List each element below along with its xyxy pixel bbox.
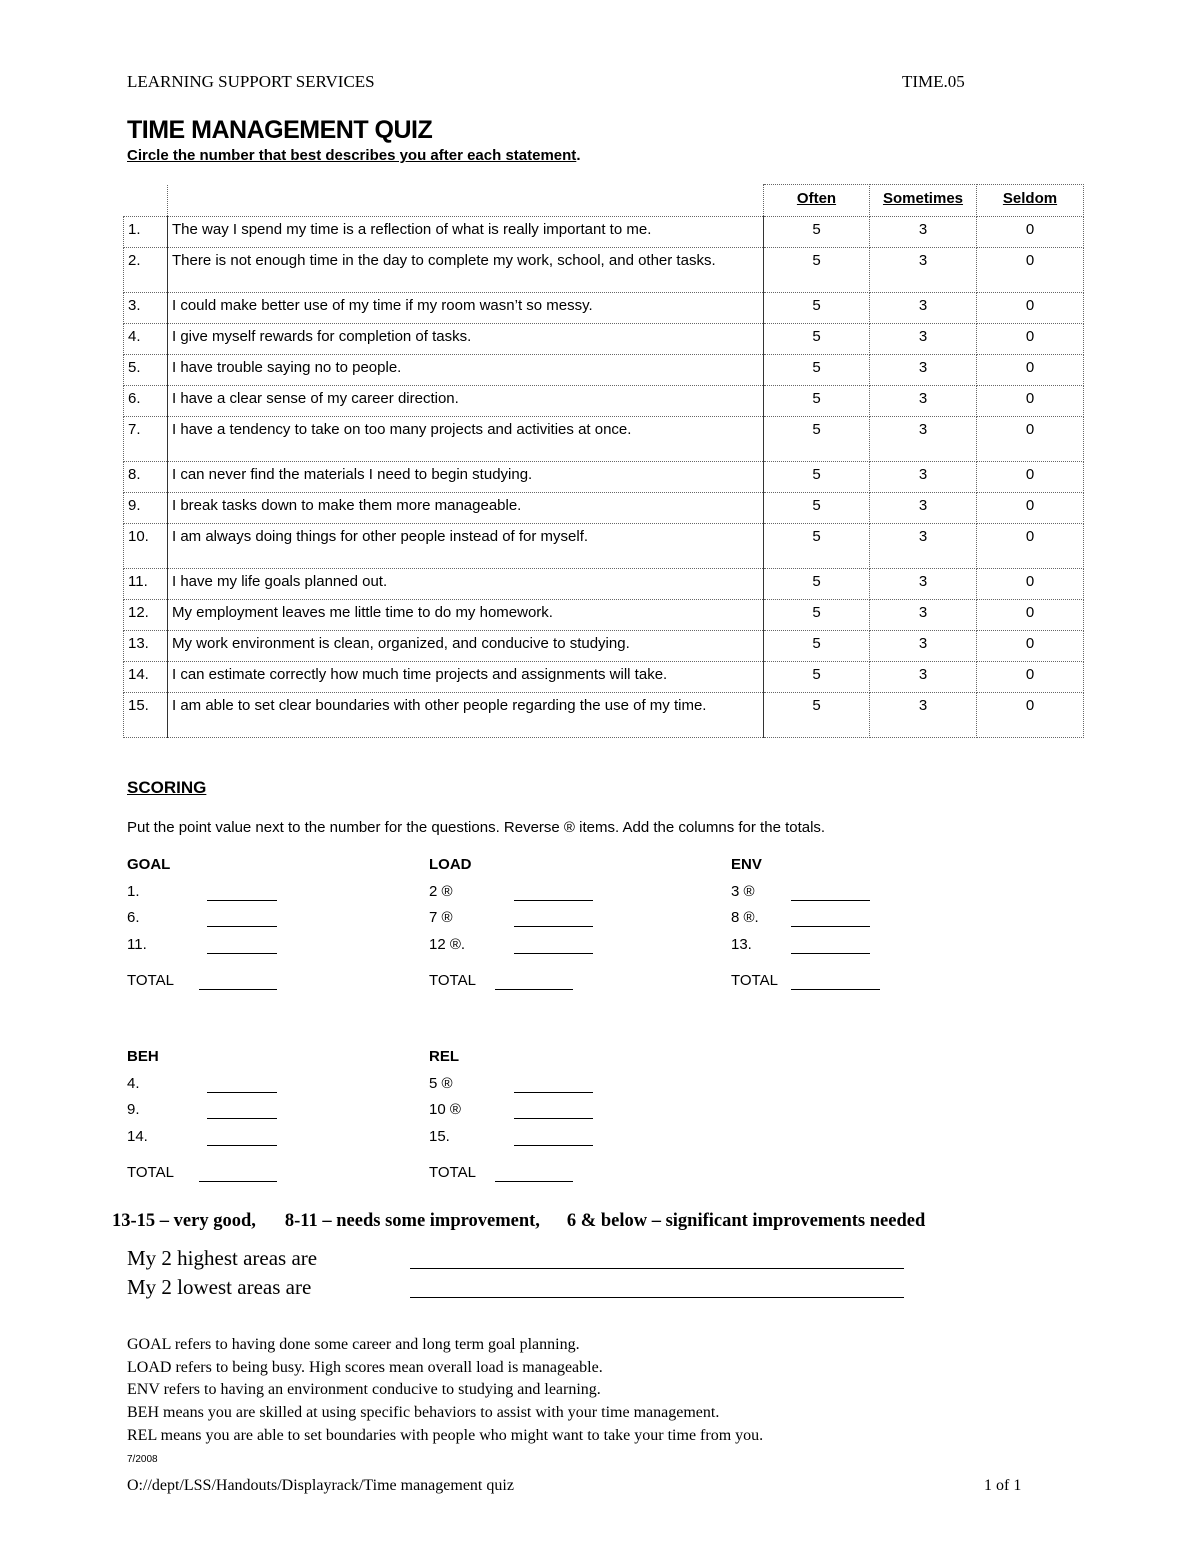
score-often[interactable]: 5: [764, 248, 870, 293]
score-seldom[interactable]: 0: [977, 662, 1084, 693]
score-item-label: 12 ®.: [429, 936, 466, 953]
definition-env: ENV refers to having an environment conducive to studying and learning.: [127, 1381, 601, 1398]
question-number: 10.: [124, 524, 168, 569]
score-total-label: TOTAL: [731, 972, 778, 989]
score-seldom[interactable]: 0: [977, 462, 1084, 493]
score-sometimes[interactable]: 3: [870, 386, 977, 417]
quiz-row: [124, 524, 1084, 569]
score-group-title-env: ENV: [731, 856, 762, 873]
quiz-row: [124, 662, 1084, 693]
score-group-title-beh: BEH: [127, 1048, 159, 1065]
quiz-row: [124, 493, 1084, 524]
question-statement: I can estimate correctly how much time projects and assignments will take.: [168, 662, 764, 693]
score-blank-field[interactable]: [514, 926, 593, 927]
definition-beh: BEH means you are skilled at using specific behaviors to assist with your time management.: [127, 1404, 720, 1421]
question-number: 12.: [124, 600, 168, 631]
score-blank-field[interactable]: [207, 1092, 277, 1093]
score-blank-field[interactable]: [207, 900, 277, 901]
instruction-period: .: [576, 147, 581, 164]
score-blank-field[interactable]: [791, 953, 870, 954]
score-item-label: 15.: [429, 1128, 450, 1145]
table-header-row: [124, 185, 1084, 217]
score-seldom[interactable]: 0: [977, 386, 1084, 417]
score-seldom[interactable]: 0: [977, 693, 1084, 738]
question-statement: I have a tendency to take on too many projects and activities at once.: [168, 417, 764, 462]
header-department: LEARNING SUPPORT SERVICES: [127, 72, 375, 91]
score-item-label: 6.: [127, 909, 140, 926]
score-blank-field[interactable]: [514, 1092, 593, 1093]
score-seldom[interactable]: 0: [977, 493, 1084, 524]
question-statement: I break tasks down to make them more manageable.: [168, 493, 764, 524]
score-seldom[interactable]: 0: [977, 293, 1084, 324]
highest-areas-label: My 2 highest areas are: [127, 1246, 318, 1270]
question-statement: My employment leaves me little time to do my homework.: [168, 600, 764, 631]
quiz-row: [124, 386, 1084, 417]
score-often[interactable]: 5: [764, 324, 870, 355]
quiz-row: [124, 600, 1084, 631]
quiz-table: [123, 184, 1084, 738]
score-seldom[interactable]: 0: [977, 600, 1084, 631]
question-number: 5.: [124, 355, 168, 386]
rating-good: 13-15 – very good,: [112, 1211, 256, 1231]
question-number: 9.: [124, 493, 168, 524]
question-statement: The way I spend my time is a reflection of what is really important to me.: [168, 217, 764, 248]
score-blank-field[interactable]: [514, 900, 593, 901]
scoring-instruction: Put the point value next to the number for the questions. Reverse ® items. Add the columns for the totals.: [127, 819, 826, 836]
question-statement: I have my life goals planned out.: [168, 569, 764, 600]
score-item-label: 14.: [127, 1128, 148, 1145]
score-sometimes[interactable]: 3: [870, 631, 977, 662]
column-header-seldom: Seldom: [977, 185, 1084, 217]
question-number: 4.: [124, 324, 168, 355]
question-number: 13.: [124, 631, 168, 662]
score-item-label: 10 ®: [429, 1101, 461, 1118]
score-seldom[interactable]: 0: [977, 631, 1084, 662]
score-often[interactable]: 5: [764, 462, 870, 493]
score-often[interactable]: 5: [764, 662, 870, 693]
score-group-title-rel: REL: [429, 1048, 459, 1065]
score-total-label: TOTAL: [127, 972, 174, 989]
score-sometimes[interactable]: 3: [870, 493, 977, 524]
definition-rel: REL means you are able to set boundaries with people who might want to take your time from you.: [127, 1427, 764, 1444]
score-sometimes[interactable]: 3: [870, 662, 977, 693]
instruction-text: Circle the number that best describes you after each statement: [127, 147, 577, 164]
score-item-label: 3 ®: [731, 883, 755, 900]
question-statement: I am able to set clear boundaries with other people regarding the use of my time.: [168, 693, 764, 738]
score-blank-field[interactable]: [514, 953, 593, 954]
quiz-instruction: [127, 147, 580, 164]
score-seldom[interactable]: 0: [977, 524, 1084, 569]
score-sometimes[interactable]: 3: [870, 569, 977, 600]
score-total-label: TOTAL: [127, 1164, 174, 1181]
score-often[interactable]: 5: [764, 631, 870, 662]
quiz-row: [124, 293, 1084, 324]
score-item-label: 13.: [731, 936, 752, 953]
highest-areas-field[interactable]: [410, 1268, 904, 1269]
score-often[interactable]: 5: [764, 493, 870, 524]
question-statement: I am always doing things for other people instead of for myself.: [168, 524, 764, 569]
quiz-row: [124, 355, 1084, 386]
score-blank-field[interactable]: [207, 1118, 277, 1119]
score-seldom[interactable]: 0: [977, 569, 1084, 600]
score-group-title-load: LOAD: [429, 856, 472, 873]
score-often[interactable]: 5: [764, 524, 870, 569]
score-total-field[interactable]: [791, 989, 880, 990]
score-total-field[interactable]: [199, 1181, 277, 1182]
rating-needs: 6 & below – significant improvements needed: [566, 1211, 926, 1231]
score-often[interactable]: 5: [764, 569, 870, 600]
score-item-label: 8 ®.: [731, 909, 759, 926]
quiz-row: [124, 462, 1084, 493]
question-number: 8.: [124, 462, 168, 493]
score-item-label: 5 ®: [429, 1075, 453, 1092]
score-sometimes[interactable]: 3: [870, 693, 977, 738]
question-number: 14.: [124, 662, 168, 693]
score-total-field[interactable]: [495, 989, 573, 990]
score-total-label: TOTAL: [429, 972, 476, 989]
quiz-row: [124, 631, 1084, 662]
column-header-sometimes: Sometimes: [870, 185, 977, 217]
score-sometimes[interactable]: 3: [870, 417, 977, 462]
footer-path: O://dept/LSS/Handouts/Displayrack/Time management quiz: [127, 1477, 514, 1494]
score-blank-field[interactable]: [207, 926, 277, 927]
score-sometimes[interactable]: 3: [870, 324, 977, 355]
score-item-label: 4.: [127, 1075, 140, 1092]
score-sometimes[interactable]: 3: [870, 462, 977, 493]
score-often[interactable]: 5: [764, 693, 870, 738]
definition-goal: GOAL refers to having done some career and long term goal planning.: [127, 1336, 580, 1353]
lowest-areas-label: My 2 lowest areas are: [127, 1275, 312, 1299]
score-often[interactable]: 5: [764, 293, 870, 324]
score-often[interactable]: 5: [764, 355, 870, 386]
quiz-body: [124, 217, 1084, 738]
score-seldom[interactable]: 0: [977, 217, 1084, 248]
question-number: 3.: [124, 293, 168, 324]
score-blank-field[interactable]: [514, 1145, 593, 1146]
header-blank-num: [124, 185, 168, 217]
score-group-title-goal: GOAL: [127, 856, 171, 873]
score-often[interactable]: 5: [764, 600, 870, 631]
quiz-row: [124, 324, 1084, 355]
score-sometimes[interactable]: 3: [870, 217, 977, 248]
score-seldom[interactable]: 0: [977, 248, 1084, 293]
definition-load: LOAD refers to being busy. High scores mean overall load is manageable.: [127, 1359, 603, 1376]
score-total-field[interactable]: [495, 1181, 573, 1182]
quiz-row: [124, 417, 1084, 462]
score-sometimes[interactable]: 3: [870, 600, 977, 631]
rating-scale: [112, 1211, 925, 1232]
score-often[interactable]: 5: [764, 217, 870, 248]
question-number: 7.: [124, 417, 168, 462]
score-seldom[interactable]: 0: [977, 324, 1084, 355]
score-item-label: 11.: [127, 936, 147, 953]
score-sometimes[interactable]: 3: [870, 355, 977, 386]
rating-improve: 8-11 – needs some improvement,: [284, 1211, 540, 1231]
score-blank-field[interactable]: [791, 900, 870, 901]
footer-date: 7/2008: [127, 1454, 158, 1465]
quiz-row: [124, 569, 1084, 600]
score-blank-field[interactable]: [207, 953, 277, 954]
score-item-label: 1.: [127, 883, 140, 900]
quiz-title: TIME MANAGEMENT QUIZ: [127, 116, 433, 144]
score-item-label: 2 ®: [429, 883, 453, 900]
question-statement: I have trouble saying no to people.: [168, 355, 764, 386]
quiz-row: [124, 693, 1084, 738]
score-seldom[interactable]: 0: [977, 355, 1084, 386]
question-statement: There is not enough time in the day to complete my work, school, and other tasks.: [168, 248, 764, 293]
header-code: TIME.05: [902, 72, 965, 91]
question-number: 11.: [124, 569, 168, 600]
footer-page-number: 1 of 1: [984, 1477, 1022, 1494]
question-number: 6.: [124, 386, 168, 417]
question-statement: I can never find the materials I need to begin studying.: [168, 462, 764, 493]
quiz-row: [124, 248, 1084, 293]
score-blank-field[interactable]: [207, 1145, 277, 1146]
score-total-label: TOTAL: [429, 1164, 476, 1181]
quiz-row: [124, 217, 1084, 248]
scoring-title: SCORING: [127, 778, 207, 797]
score-sometimes[interactable]: 3: [870, 248, 977, 293]
score-often[interactable]: 5: [764, 386, 870, 417]
question-statement: I could make better use of my time if my room wasn’t so messy.: [168, 293, 764, 324]
score-total-field[interactable]: [199, 989, 277, 990]
score-item-label: 7 ®: [429, 909, 453, 926]
score-sometimes[interactable]: 3: [870, 524, 977, 569]
lowest-areas-field[interactable]: [410, 1297, 904, 1298]
score-seldom[interactable]: 0: [977, 417, 1084, 462]
question-statement: My work environment is clean, organized, and conducive to studying.: [168, 631, 764, 662]
score-sometimes[interactable]: 3: [870, 293, 977, 324]
score-often[interactable]: 5: [764, 417, 870, 462]
header-blank-stmt: [168, 185, 764, 217]
score-blank-field[interactable]: [791, 926, 870, 927]
question-number: 2.: [124, 248, 168, 293]
score-item-label: 9.: [127, 1101, 140, 1118]
question-statement: I give myself rewards for completion of tasks.: [168, 324, 764, 355]
score-blank-field[interactable]: [514, 1118, 593, 1119]
question-number: 1.: [124, 217, 168, 248]
column-header-often: Often: [764, 185, 870, 217]
question-number: 15.: [124, 693, 168, 738]
question-statement: I have a clear sense of my career direction.: [168, 386, 764, 417]
